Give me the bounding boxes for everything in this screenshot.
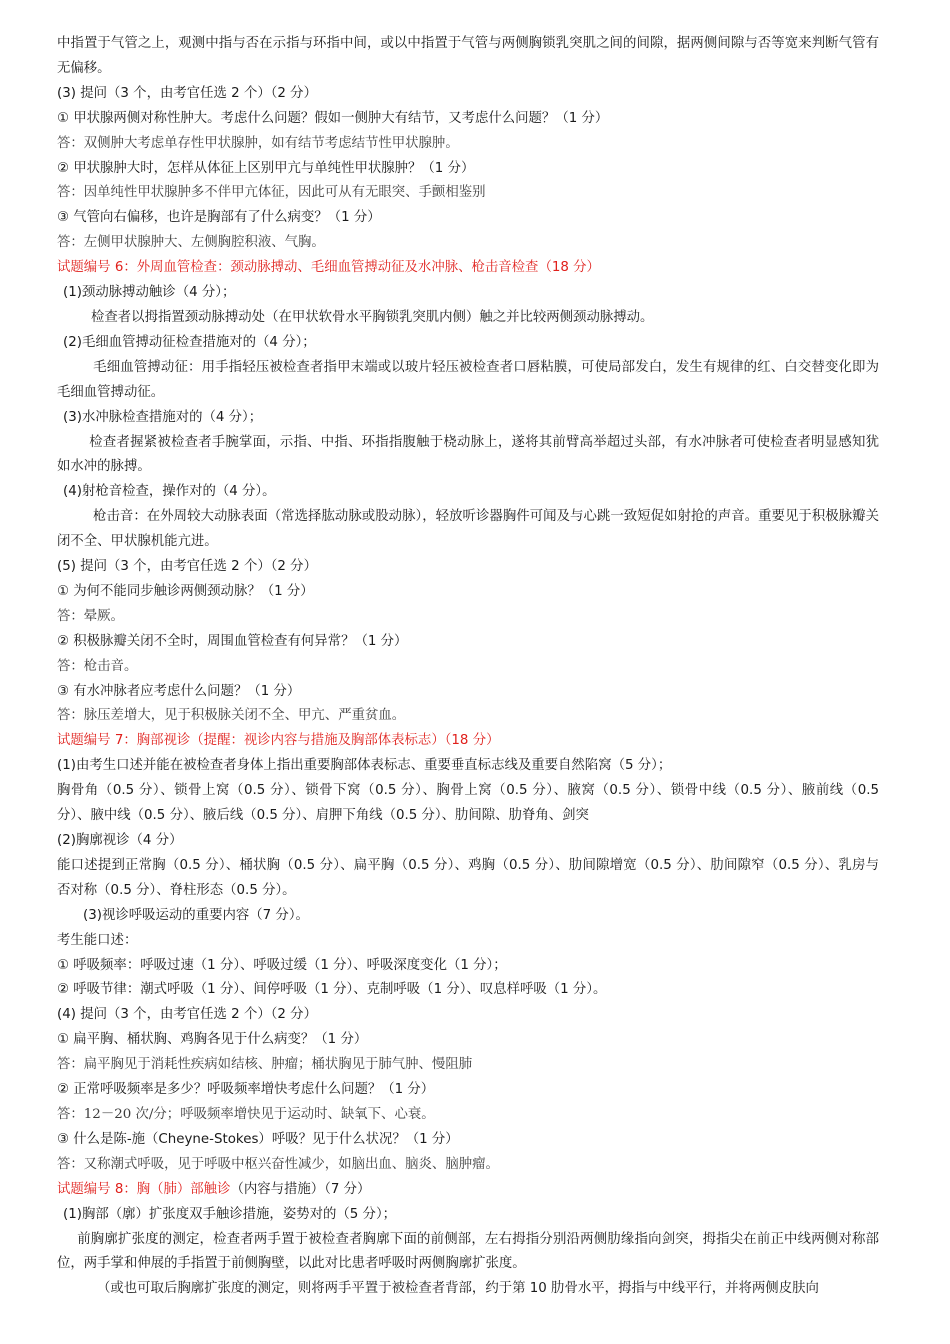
paragraph: 能口述提到正常胸（0.5 分）、桶状胸（0.5 分）、扁平胸（0.5 分）、鸡胸（0.5 分）、肋间隙增宽（0.5 分）、肋间隙窄（0.5 分）、乳房与否对称（0.5 分）、脊柱形态（0.5 分）。 bbox=[57, 857, 879, 898]
document-body bbox=[57, 32, 879, 1302]
section-heading: (2)毛细血管搏动征检查措施对的（4 分）； bbox=[63, 334, 316, 350]
question-item: ① 为何不能同步触诊两侧颈动脉？（1 分） bbox=[57, 583, 314, 599]
paragraph-text: （或也可取后胸廓扩张度的测定，则将两手平置于被检查者背部，约于第 10 肋骨水平，拇指与中线平行，并将两侧皮肤向 bbox=[97, 1281, 819, 1297]
exam-item-title: 试题编号 7：胸部视诊（提醒：视诊内容与措施及胸部体表标志）（18 分） bbox=[57, 733, 500, 749]
paragraph-text: 枪击音：在外周较大动脉表面（常选择肱动脉或股动脉），轻放听诊器胸件可闻及与心跳一致短促如射抢的声音。重要见于积极脉瓣关闭不全、甲状腺机能亢进。 bbox=[57, 509, 879, 550]
question-heading: (3) 提问（3 个，由考官任选 2 个）（2 分） bbox=[57, 85, 317, 101]
answer-text: 答：脉压差增大，见于积极脉关闭不全、甲亢、严重贫血。 bbox=[57, 708, 406, 724]
question-item: ③ 气管向右偏移，也许是胸部有了什么病变？（1 分） bbox=[57, 210, 381, 226]
list-item: ② 呼吸节律：潮式呼吸（1 分）、间停呼吸（1 分）、克制呼吸（1 分）、叹息样呼吸（1 分）。 bbox=[57, 982, 607, 998]
answer-text: 答：扁平胸见于消耗性疾病如结核、肿瘤；桶状胸见于肺气肿、慢阻肺 bbox=[57, 1057, 473, 1073]
exam-item-title bbox=[57, 1178, 879, 1203]
paragraph: 中指置于气管之上，观测中指与否在示指与环指中间，或以中指置于气管与两侧胸锁乳突肌之间的间隙，据两侧间隙与否等宽来判断气管有无偏移。 bbox=[57, 36, 879, 76]
question-item: ② 正常呼吸频率是多少？呼吸频率增快考虑什么问题？（1 分） bbox=[57, 1082, 435, 1098]
paragraph: 胸骨角（0.5 分）、锁骨上窝（0.5 分）、锁骨下窝（0.5 分）、胸骨上窝（0.5 分）、腋窝（0.5 分）、锁骨中线（0.5 分）、腋前线（0.5 分）、腋中线（0.5 分）、腋后线（0.5 分）、肩胛下角线（0.5 分）、肋间隙、肋脊角、剑突 bbox=[57, 783, 879, 824]
answer-text: 答：12－20 次/分；呼吸频率增快见于运动时、缺氧下、心衰。 bbox=[57, 1106, 435, 1122]
section-heading: (1)颈动脉搏动触诊（4 分）； bbox=[63, 285, 236, 301]
answer-text: 答：因单纯性甲状腺肿多不伴甲亢体征，因此可从有无眼突、手颤相鉴别 bbox=[57, 185, 486, 201]
answer-text: 答：左侧甲状腺肿大、左侧胸腔积液、气胸。 bbox=[57, 235, 325, 251]
answer-text: 答：双侧肿大考虑单存性甲状腺肿，如有结节考虑结节性甲状腺肿。 bbox=[57, 135, 459, 151]
section-heading: (2)胸廓视诊（4 分） bbox=[57, 833, 183, 848]
paragraph: 检查者以拇指置颈动脉搏动处（在甲状软骨水平胸锁乳突肌内侧）触之并比较两侧颈动脉搏动。 bbox=[91, 309, 654, 325]
paragraph-text: 前胸廓扩张度的测定，检查者两手置于被检查者胸廓下面的前侧部，左右拇指分别沿两侧肋缘指向剑突，拇指尖在前正中线两侧对称部位，两手掌和伸展的手指置于前侧胸壁，以此对比患者呼吸时两侧胸廓扩张度。 bbox=[57, 1231, 879, 1272]
paragraph bbox=[57, 356, 879, 406]
paragraph-text: 毛细血管搏动征：用手指轻压被检查者指甲末端或以玻片轻压被检查者口唇粘膜，可使局部发白，发生有规律的红、白交替变化即为毛细血管搏动征。 bbox=[57, 359, 879, 400]
paragraph bbox=[57, 505, 879, 555]
question-item: ② 甲状腺肿大时，怎样从体征上区别甲亢与单纯性甲状腺肿？（1 分） bbox=[57, 160, 475, 176]
section-heading: (1)由考生口述并能在被检查者身体上指出重要胸部体表标志、重要垂直标志线及重要自然陷窝（5 分）； bbox=[57, 758, 672, 774]
section-heading: (1)胸部（廓）扩张度双手触诊措施，姿势对的（5 分）； bbox=[63, 1206, 397, 1222]
list-item: ① 呼吸频率：呼吸过速（1 分）、呼吸过缓（1 分）、呼吸深度变化（1 分）； bbox=[57, 957, 507, 973]
exam-item-title-rest: （内容与措施）（7 分） bbox=[230, 1181, 371, 1197]
answer-text: 答：又称潮式呼吸，见于呼吸中枢兴奋性减少，如脑出血、脑炎、脑肿瘤。 bbox=[57, 1156, 499, 1172]
exam-item-title: 试题编号 6：外周血管检查：颈动脉搏动、毛细血管搏动征及水冲脉、枪击音检查（18 分） bbox=[57, 260, 600, 276]
section-heading: (3)水冲脉检查措施对的（4 分）； bbox=[63, 409, 263, 425]
exam-item-title-red: 试题编号 8：胸（肺）部触诊 bbox=[57, 1181, 231, 1197]
answer-text: 答：枪击音。 bbox=[57, 658, 138, 674]
section-heading: (4)射枪音检查，操作对的（4 分）。 bbox=[63, 484, 276, 500]
paragraph bbox=[57, 431, 879, 481]
question-item: ③ 什么是陈-施（Cheyne-Stokes）呼吸？见于什么状况？（1 分） bbox=[57, 1131, 459, 1147]
paragraph bbox=[57, 1277, 879, 1302]
section-heading: (3)视诊呼吸运动的重要内容（7 分）。 bbox=[83, 907, 309, 923]
question-item: ① 扁平胸、桶状胸、鸡胸各见于什么病变？（1 分） bbox=[57, 1032, 368, 1048]
question-item: ① 甲状腺两侧对称性肿大。考虑什么问题？假如一侧肿大有结节，又考虑什么问题？（1 分） bbox=[57, 110, 609, 126]
answer-text: 答：晕厥。 bbox=[57, 608, 124, 624]
question-item: ② 积极脉瓣关闭不全时，周围血管检查有何异常？（1 分） bbox=[57, 633, 408, 649]
paragraph: 考生能口述： bbox=[57, 932, 138, 948]
question-heading: (4) 提问（3 个，由考官任选 2 个）（2 分） bbox=[57, 1007, 317, 1023]
paragraph bbox=[57, 1228, 879, 1278]
question-item: ③ 有水冲脉者应考虑什么问题？（1 分） bbox=[57, 683, 301, 699]
paragraph-text: 检查者握紧被检查者手腕掌面，示指、中指、环指指腹触于桡动脉上，遂将其前臂高举超过头部，有水冲脉者可使检查者明显感知犹如水冲的脉搏。 bbox=[57, 434, 879, 475]
question-heading: (5) 提问（3 个，由考官任选 2 个）（2 分） bbox=[57, 559, 317, 575]
